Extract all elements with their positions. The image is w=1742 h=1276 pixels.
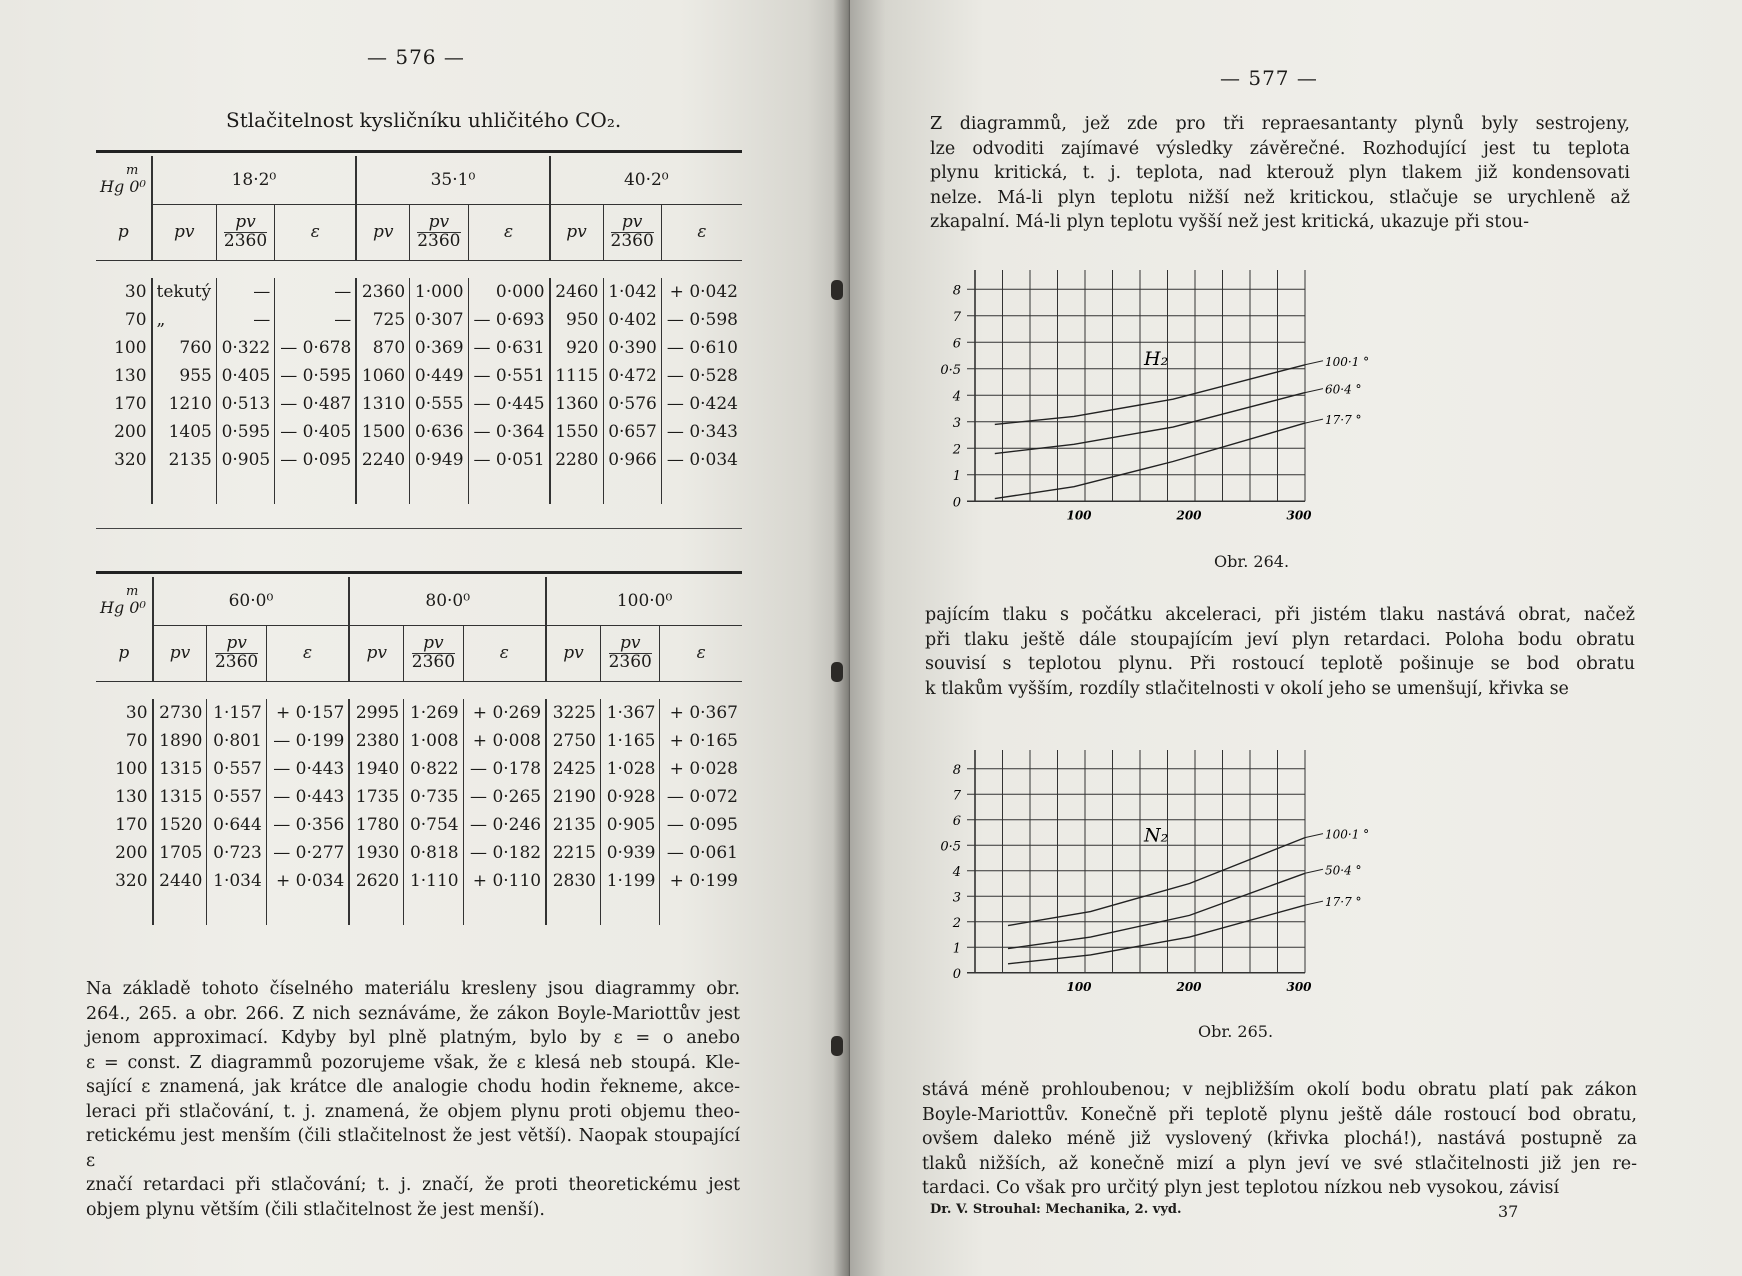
pressure-cell: 70 xyxy=(125,731,148,751)
text-line: retickému jest menším (čili stlačitelnost že jest větší). Naopak stoupající ε xyxy=(86,1126,740,1171)
ratio-den: 2360 xyxy=(411,651,456,672)
binding-stitch xyxy=(831,1036,843,1056)
value-cell: — 0·405 xyxy=(275,418,357,446)
binding-stitch xyxy=(831,662,843,682)
value-cell: 2380 xyxy=(349,727,403,755)
leader-line xyxy=(1305,361,1323,365)
page-number-right: — 577 — xyxy=(1220,66,1318,90)
footer-citation: Dr. V. Strouhal: Mechanika, 2. vyd. xyxy=(930,1202,1182,1217)
value-cell: 1930 xyxy=(349,839,403,867)
value-cell: 920 xyxy=(550,334,603,362)
table1-bottom-rule xyxy=(96,528,742,529)
value-cell: 870 xyxy=(356,334,409,362)
text-line: plynu kritická, t. j. teplota, nad kterouž plyn tlakem již kondensovati xyxy=(930,163,1630,183)
value-cell: — 0·443 xyxy=(266,783,349,811)
value-cell: + 0·367 xyxy=(660,699,742,727)
value-cell: + 0·269 xyxy=(463,699,546,727)
value-cell: — 0·610 xyxy=(661,334,742,362)
value-cell: — 0·424 xyxy=(661,390,742,418)
corner-m: m xyxy=(126,162,139,178)
table-row xyxy=(96,867,742,895)
text-line: tlaků nižších, až konečně mizí a plyn jeví ve své stlačitelnosti již jen re- xyxy=(922,1153,1637,1174)
curve-label: 100·1 ° xyxy=(1325,827,1370,842)
y-tick-label: 6 xyxy=(952,813,961,829)
isotherm-curve xyxy=(995,393,1305,454)
curve-label: 50·4 ° xyxy=(1325,863,1362,878)
y-tick-label: 3 xyxy=(952,890,961,906)
value-cell: — 0·265 xyxy=(463,783,546,811)
pressure-cell: 100 xyxy=(115,759,148,779)
text-line: zkapalní. Má-li plyn teplotu vyšší než jest kritická, ukazuje při stou- xyxy=(930,212,1530,232)
temp-header-3: 100·0⁰ xyxy=(546,577,742,625)
value-cell: 0·966 xyxy=(603,446,661,474)
value-cell: — 0·528 xyxy=(661,362,742,390)
value-cell: + 0·165 xyxy=(660,727,742,755)
value-cell: — 0·598 xyxy=(661,306,742,334)
isotherm-curve xyxy=(995,365,1305,425)
value-cell: 0·801 xyxy=(207,727,266,755)
text-line: Z diagrammů, jež zde pro tři repraesantanty plynů byly sestrojeny, xyxy=(930,114,1630,134)
y-tick-label: 0·5 xyxy=(940,362,961,378)
value-cell: 0·735 xyxy=(404,783,463,811)
y-tick-label: 4 xyxy=(952,389,961,405)
text-line: pajícím tlaku s počátku akceleraci, při jistém tlaku nastává obrat, načež xyxy=(925,605,1635,625)
text-line: nelze. Má-li plyn teplotu nižší než kritickou, stlačuje se urychleně až xyxy=(930,187,1630,208)
x-tick-label: 300 xyxy=(1286,979,1312,994)
text-line: objem plynu větším (čili stlačitelnost že jest menší). xyxy=(86,1199,545,1220)
table-row xyxy=(96,727,742,755)
isotherm-curve xyxy=(1008,838,1305,926)
value-cell: 0·723 xyxy=(207,839,266,867)
ratio-header xyxy=(600,625,659,681)
value-cell: 0·636 xyxy=(410,418,468,446)
value-cell: 0·000 xyxy=(468,278,550,306)
value-cell: + 0·157 xyxy=(266,699,349,727)
value-cell: — 0·678 xyxy=(275,334,357,362)
value-cell: 2425 xyxy=(546,755,600,783)
eps-header: ε xyxy=(463,625,546,681)
text-line: leraci při stlačování, t. j. znamená, že objem plynu proti objemu theo- xyxy=(86,1101,740,1122)
leader-line xyxy=(1305,419,1323,423)
text-line: souvisí s teplotou plynu. Při rostoucí teplotě pošinuje se bod obratu xyxy=(925,654,1635,674)
value-cell: 1550 xyxy=(550,418,603,446)
value-cell: 2830 xyxy=(546,867,600,895)
value-cell: + 0·028 xyxy=(660,755,742,783)
value-cell: 0·472 xyxy=(603,362,661,390)
value-cell: 1·110 xyxy=(404,867,463,895)
x-tick-label: 100 xyxy=(1066,979,1092,994)
value-cell: 0·644 xyxy=(207,811,266,839)
ratio-den: 2360 xyxy=(610,230,654,251)
value-cell: 0·557 xyxy=(207,755,266,783)
table2-top-rule xyxy=(96,571,742,574)
value-cell: — 0·487 xyxy=(275,390,357,418)
leader-line xyxy=(1305,869,1323,873)
value-cell: 2360 xyxy=(356,278,409,306)
eps-header: ε xyxy=(660,625,742,681)
value-cell: + 0·199 xyxy=(660,867,742,895)
value-cell: — 0·443 xyxy=(266,755,349,783)
ratio-den: 2360 xyxy=(608,651,652,672)
value-cell: — 0·595 xyxy=(275,362,357,390)
table-co2-high-temp xyxy=(96,577,742,925)
p-header: p xyxy=(96,204,152,260)
isotherm-curve xyxy=(1008,873,1305,948)
pressure-cell: 170 xyxy=(114,394,147,414)
value-cell: 2750 xyxy=(546,727,600,755)
value-cell: 1315 xyxy=(153,755,207,783)
x-tick-label: 200 xyxy=(1176,508,1202,523)
leader-line xyxy=(1305,901,1323,905)
value-cell: 0·449 xyxy=(410,362,468,390)
value-cell: 2190 xyxy=(546,783,600,811)
y-tick-label: 1 xyxy=(952,941,961,957)
value-cell: 725 xyxy=(356,306,409,334)
pressure-cell: 30 xyxy=(125,703,148,723)
ratio-den: 2360 xyxy=(417,230,461,251)
value-cell: 0·402 xyxy=(603,306,661,334)
value-cell: 0·949 xyxy=(410,446,468,474)
table-row xyxy=(96,811,742,839)
x-tick-label: 300 xyxy=(1286,508,1312,523)
y-tick-label: 2 xyxy=(952,442,961,458)
temp-header-1: 18·2⁰ xyxy=(152,156,357,204)
pv-header: pv xyxy=(152,204,217,260)
value-cell: 0·557 xyxy=(207,783,266,811)
left-paragraph xyxy=(86,977,740,1222)
value-cell: 1·199 xyxy=(600,867,659,895)
value-cell: 1·269 xyxy=(404,699,463,727)
y-tick-label: 6 xyxy=(952,336,961,352)
value-cell: 1520 xyxy=(153,811,207,839)
ratio-num: pv xyxy=(619,632,641,653)
pressure-cell: 130 xyxy=(114,366,147,386)
eps-header: ε xyxy=(275,204,357,260)
right-paragraph-1 xyxy=(930,112,1630,235)
value-cell: 1·042 xyxy=(603,278,661,306)
value-cell: 0·905 xyxy=(600,811,659,839)
value-cell: — 0·343 xyxy=(661,418,742,446)
table-co2-low-temp xyxy=(96,156,742,504)
y-tick-label: 0 xyxy=(952,495,961,511)
corner-unit: Hg 0⁰ xyxy=(100,176,146,196)
corner-header xyxy=(96,577,153,625)
value-cell: 1940 xyxy=(349,755,403,783)
value-cell: — xyxy=(216,278,274,306)
value-cell: „ xyxy=(152,306,217,334)
value-cell: 0·822 xyxy=(404,755,463,783)
table-row xyxy=(96,306,742,334)
value-cell: — 0·631 xyxy=(468,334,550,362)
left-page xyxy=(0,0,850,1276)
value-cell: 2730 xyxy=(153,699,207,727)
value-cell: 0·307 xyxy=(410,306,468,334)
value-cell: 0·576 xyxy=(603,390,661,418)
value-cell: 2460 xyxy=(550,278,603,306)
value-cell: + 0·034 xyxy=(266,867,349,895)
value-cell: 2440 xyxy=(153,867,207,895)
value-cell: 2215 xyxy=(546,839,600,867)
temp-header-1: 60·0⁰ xyxy=(153,577,350,625)
y-tick-label: 7 xyxy=(952,788,961,804)
value-cell: 955 xyxy=(152,362,217,390)
text-line: jenom approximací. Kdyby byl plně platným, bylo by ε = o anebo xyxy=(86,1028,740,1048)
pressure-cell: 200 xyxy=(115,843,148,863)
table-row xyxy=(96,334,742,362)
value-cell: — 0·693 xyxy=(468,306,550,334)
value-cell: 1315 xyxy=(153,783,207,811)
value-cell: + 0·110 xyxy=(463,867,546,895)
table-row xyxy=(96,362,742,390)
pressure-cell: 100 xyxy=(114,338,147,358)
curve-label: 17·7 ° xyxy=(1325,413,1362,428)
value-cell: tekutý xyxy=(152,278,217,306)
pressure-cell: 200 xyxy=(114,422,147,442)
value-cell: — xyxy=(275,306,357,334)
table-row xyxy=(96,699,742,727)
value-cell: 2240 xyxy=(356,446,409,474)
corner-header xyxy=(96,156,152,204)
temp-header-3: 40·2⁰ xyxy=(550,156,742,204)
value-cell: 1890 xyxy=(153,727,207,755)
value-cell: 3225 xyxy=(546,699,600,727)
table1-top-rule xyxy=(96,150,742,153)
leader-line xyxy=(1305,389,1323,393)
ratio-num: pv xyxy=(428,211,450,232)
value-cell: 2135 xyxy=(152,446,217,474)
p-header: p xyxy=(96,625,153,681)
x-tick-label: 200 xyxy=(1176,979,1202,994)
pressure-cell: 30 xyxy=(124,282,147,302)
right-page xyxy=(850,0,1742,1276)
text-line: k tlakům vyšším, rozdíly stlačitelnosti v okolí jeho se umenšují, křivka se xyxy=(925,678,1569,699)
binding-stitch xyxy=(831,280,843,300)
table-row xyxy=(96,418,742,446)
value-cell: 1·367 xyxy=(600,699,659,727)
ratio-header xyxy=(207,625,266,681)
text-line: lze odvoditi zajímavé výsledky závěrečné. Rozhodující jest tu teplota xyxy=(930,138,1630,159)
value-cell: 0·322 xyxy=(216,334,274,362)
isotherm-curve xyxy=(1008,905,1305,964)
ratio-header xyxy=(404,625,463,681)
value-cell: — 0·182 xyxy=(463,839,546,867)
y-tick-label: 2 xyxy=(952,915,961,931)
value-cell: — xyxy=(216,306,274,334)
value-cell: — 0·072 xyxy=(660,783,742,811)
right-paragraph-3 xyxy=(922,1078,1637,1201)
value-cell: — 0·364 xyxy=(468,418,550,446)
ratio-num: pv xyxy=(423,632,444,653)
value-cell: — 0·356 xyxy=(266,811,349,839)
ratio-num: pv xyxy=(235,211,256,232)
y-tick-label: 4 xyxy=(952,864,961,880)
value-cell: 1·157 xyxy=(207,699,266,727)
ratio-den: 2360 xyxy=(223,230,268,251)
text-line: ovšem daleko méně již vyslovený (křivka plochá!), nastává postupně za xyxy=(922,1129,1637,1149)
value-cell: — 0·095 xyxy=(660,811,742,839)
value-cell: 1·034 xyxy=(207,867,266,895)
y-tick-label: 7 xyxy=(952,309,961,325)
text-line: 264., 265. a obr. 266. Z nich seznáváme, že zákon Boyle-Mariottův jest xyxy=(86,1003,740,1024)
gas-label: N₂ xyxy=(1144,824,1169,847)
table-row xyxy=(96,783,742,811)
temp-header-2: 35·1⁰ xyxy=(356,156,549,204)
value-cell: 0·555 xyxy=(410,390,468,418)
gas-label: H₂ xyxy=(1144,347,1169,370)
figure-264 xyxy=(935,268,1370,568)
isotherm-curve xyxy=(995,423,1305,499)
text-line: stává méně prohloubenou; v nejbližším okolí bodu obratu platí pak zákon xyxy=(922,1080,1637,1100)
value-cell: 1780 xyxy=(349,811,403,839)
value-cell: 2280 xyxy=(550,446,603,474)
value-cell: + 0·042 xyxy=(661,278,742,306)
eps-header: ε xyxy=(661,204,742,260)
signature-mark: 37 xyxy=(1498,1202,1519,1221)
page-title: Stlačitelnost kysličníku uhličitého CO₂. xyxy=(226,108,622,132)
value-cell: 0·754 xyxy=(404,811,463,839)
text-line: Na základě tohoto číselného materiálu kresleny jsou diagrammy obr. xyxy=(86,979,740,999)
pv-header: pv xyxy=(349,625,403,681)
value-cell: 2995 xyxy=(349,699,403,727)
value-cell: 1210 xyxy=(152,390,217,418)
value-cell: — 0·034 xyxy=(661,446,742,474)
text-line: při tlaku ještě dále stoupajícím jeví plyn retardaci. Poloha bodu obratu xyxy=(925,629,1635,650)
pressure-cell: 320 xyxy=(114,450,147,470)
value-cell: 760 xyxy=(152,334,217,362)
temp-header-2: 80·0⁰ xyxy=(349,577,546,625)
table-row xyxy=(96,278,742,306)
value-cell: 0·513 xyxy=(216,390,274,418)
figure-265 xyxy=(935,748,1370,1030)
y-tick-label: 3 xyxy=(952,415,961,431)
ratio-den: 2360 xyxy=(214,651,259,672)
text-line: Boyle-Mariottův. Konečně při teplotě plynu ještě dále rostoucí bod obratu, xyxy=(922,1104,1637,1125)
right-paragraph-2 xyxy=(925,603,1635,701)
pv-header: pv xyxy=(550,204,603,260)
value-cell: — 0·246 xyxy=(463,811,546,839)
value-cell: 1·008 xyxy=(404,727,463,755)
leader-line xyxy=(1305,834,1323,838)
value-cell: 1115 xyxy=(550,362,603,390)
eps-header: ε xyxy=(468,204,550,260)
corner-m: m xyxy=(126,583,139,599)
value-cell: 1060 xyxy=(356,362,409,390)
text-line: ε = const. Z diagrammů pozorujeme však, že ε klesá neb stoupá. Kle- xyxy=(86,1052,740,1073)
pv-header: pv xyxy=(153,625,207,681)
value-cell: 0·657 xyxy=(603,418,661,446)
corner-unit: Hg 0⁰ xyxy=(100,597,146,617)
value-cell: 1735 xyxy=(349,783,403,811)
value-cell: 0·939 xyxy=(600,839,659,867)
value-cell: — 0·445 xyxy=(468,390,550,418)
value-cell: 1·000 xyxy=(410,278,468,306)
value-cell: — xyxy=(275,278,357,306)
text-line: sající ε znamená, jak krátce dle analogie chodu hodin řekneme, akce- xyxy=(86,1077,740,1097)
figure-265-caption: Obr. 265. xyxy=(1198,1022,1274,1041)
pressure-cell: 130 xyxy=(115,787,148,807)
table-row xyxy=(96,839,742,867)
value-cell: 0·905 xyxy=(216,446,274,474)
value-cell: — 0·178 xyxy=(463,755,546,783)
pressure-cell: 70 xyxy=(124,310,147,330)
value-cell: 2620 xyxy=(349,867,403,895)
value-cell: — 0·095 xyxy=(275,446,357,474)
y-tick-label: 8 xyxy=(952,283,961,299)
pressure-cell: 320 xyxy=(115,871,148,891)
value-cell: — 0·277 xyxy=(266,839,349,867)
y-tick-label: 1 xyxy=(952,468,961,484)
table-row xyxy=(96,446,742,474)
y-tick-label: 0 xyxy=(952,966,961,982)
y-tick-label: 0·5 xyxy=(940,839,961,855)
curve-label: 60·4 ° xyxy=(1325,382,1362,397)
ratio-header xyxy=(216,204,274,260)
value-cell: 1705 xyxy=(153,839,207,867)
value-cell: — 0·051 xyxy=(468,446,550,474)
pv-header: pv xyxy=(356,204,409,260)
value-cell: 1·165 xyxy=(600,727,659,755)
value-cell: 1·028 xyxy=(600,755,659,783)
value-cell: 950 xyxy=(550,306,603,334)
curve-label: 17·7 ° xyxy=(1325,895,1362,910)
y-tick-label: 8 xyxy=(952,762,961,778)
value-cell: 1405 xyxy=(152,418,217,446)
ratio-num: pv xyxy=(226,632,247,653)
page-number-left: — 576 — xyxy=(367,45,465,69)
pv-header: pv xyxy=(546,625,600,681)
ratio-header xyxy=(603,204,661,260)
value-cell: + 0·008 xyxy=(463,727,546,755)
value-cell: — 0·061 xyxy=(660,839,742,867)
text-line: tardaci. Co však pro určitý plyn jest teplotou nízkou neb vysokou, závisí xyxy=(922,1178,1560,1198)
table-row xyxy=(96,755,742,783)
table-row xyxy=(96,390,742,418)
text-line: značí retardaci při stlačování; t. j. značí, že proti theoretickému jest xyxy=(86,1175,740,1195)
value-cell: 1500 xyxy=(356,418,409,446)
value-cell: 0·595 xyxy=(216,418,274,446)
figure-264-caption: Obr. 264. xyxy=(1214,552,1290,571)
curve-label: 100·1 ° xyxy=(1325,354,1370,369)
value-cell: — 0·199 xyxy=(266,727,349,755)
pressure-cell: 170 xyxy=(115,815,148,835)
ratio-header xyxy=(410,204,468,260)
x-tick-label: 100 xyxy=(1066,508,1092,523)
value-cell: — 0·551 xyxy=(468,362,550,390)
value-cell: 0·818 xyxy=(404,839,463,867)
value-cell: 2135 xyxy=(546,811,600,839)
ratio-num: pv xyxy=(621,211,643,232)
value-cell: 0·928 xyxy=(600,783,659,811)
value-cell: 0·369 xyxy=(410,334,468,362)
value-cell: 0·390 xyxy=(603,334,661,362)
value-cell: 1360 xyxy=(550,390,603,418)
eps-header: ε xyxy=(266,625,349,681)
value-cell: 1310 xyxy=(356,390,409,418)
value-cell: 0·405 xyxy=(216,362,274,390)
